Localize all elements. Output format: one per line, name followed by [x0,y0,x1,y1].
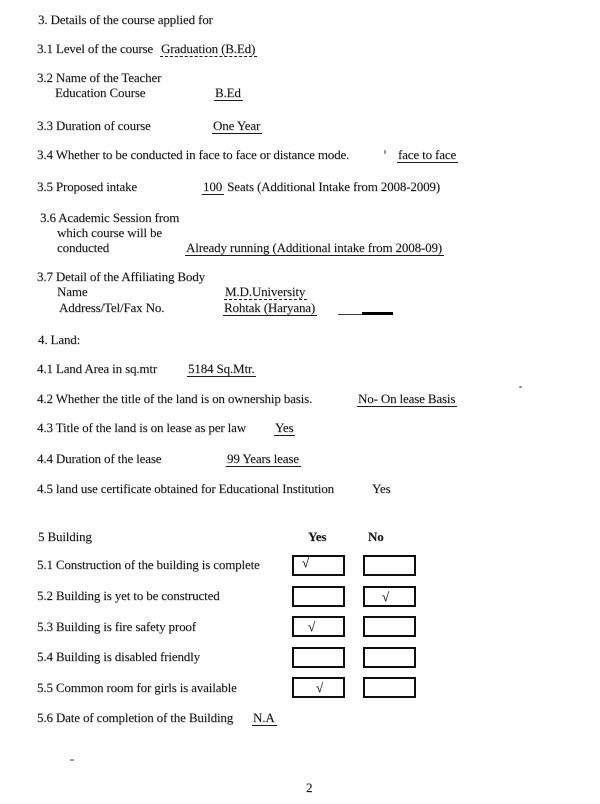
scan-speck [384,150,386,154]
field-ownership-value [357,391,457,406]
building-row-label: 5.1 Construction of the building is complete [37,557,260,572]
checkbox-no-5-4 [363,647,416,668]
field-session-label2: which course will be [57,225,162,240]
checkbox-yes-5-1 [292,555,345,576]
checkbox-no-5-1 [363,555,416,576]
building-row-label: 5.2 Building is yet to be constructed [37,588,220,603]
checkbox-no-5-2 [363,586,416,607]
field-mode-label: 3.4 Whether to be conducted in face to face or distance mode. [37,147,350,162]
mode-value-text: face to face [398,147,457,162]
field-land-use-cert-label: 4.5 land use certificate obtained for Educational Institution [37,481,334,496]
field-duration-label: 3.3 Duration of course [37,118,151,133]
affiliating-name-label: Name [57,284,88,299]
lease-duration-value-text: 99 Years lease [227,451,299,466]
address-underline-extension [338,314,364,315]
column-header-yes: Yes [308,529,327,544]
column-header-no: No [368,529,384,544]
ownership-value-text: No- On lease Basis [358,391,456,406]
field-completion-date-label: 5.6 Date of completion of the Building [37,710,234,725]
field-area-label: 4.1 Land Area in sq.mtr [37,361,158,376]
checkmark-icon: √ [382,589,390,604]
affiliating-name-value-text: M.D.University [225,284,306,299]
field-ownership-label: 4.2 Whether the title of the land is on ownership basis. [37,391,313,406]
section5-title: 5 Building [38,529,92,544]
field-land-use-cert-value [372,481,390,496]
section4-title: 4. Land: [38,332,81,347]
field-session-label3: conducted [57,240,110,255]
area-value-text: 5184 Sq.Mtr. [188,361,255,376]
field-completion-date-value [252,710,277,725]
checkbox-yes-5-3 [292,616,345,637]
checkmark-icon: √ [302,555,310,570]
building-row-label: 5.3 Building is fire safety proof [37,619,196,634]
field-lease-title-label: 4.3 Title of the land is on lease as per law [37,420,246,435]
scan-speck [70,759,74,761]
checkbox-no-5-5 [363,677,416,698]
checkmark-icon: √ [316,680,324,695]
level-value-text: Graduation (B.Ed) [161,41,256,56]
field-lease-duration-value [226,451,301,466]
affiliating-address-label: Address/Tel/Fax No. [59,300,165,315]
completion-date-value-text: N.A [253,710,275,725]
field-session-label1: 3.6 Academic Session from [40,210,180,225]
field-lease-title-value [274,420,295,435]
checkbox-no-5-3 [363,616,416,637]
building-row-label: 5.4 Building is disabled friendly [37,649,200,664]
affiliating-address-value-text: Rohtak (Haryana) [224,300,316,315]
field-intake-value [202,179,440,194]
land-use-cert-value-text: Yes [372,481,391,496]
lease-title-value-text: Yes [275,420,294,435]
address-underline-heavy-segment [362,312,393,315]
building-row-label: 5.5 Common room for girls is available [37,680,237,695]
field-session-value [185,240,444,255]
intake-value-underlined: 100 [203,179,223,194]
field-level-label: 3.1 Level of the course [37,41,154,56]
section3-title: 3. Details of the course applied for [38,12,213,27]
field-teacher-course-label2: Education Course [55,85,146,100]
field-duration-value [212,118,262,133]
affiliating-address-value [223,300,317,315]
field-affiliating-body-label: 3.7 Detail of the Affiliating Body [37,269,205,284]
session-value-text: Already running (Additional intake from 2008-09) [186,240,442,255]
field-level-value [160,41,257,56]
checkbox-yes-5-5 [292,677,345,698]
duration-value-text: One Year [213,118,261,133]
page-number: 2 [306,780,313,795]
field-teacher-course-label1: 3.2 Name of the Teacher [37,70,162,85]
teacher-course-value-text: B.Ed [215,85,241,100]
field-teacher-course-value [214,85,243,100]
field-lease-duration-label: 4.4 Duration of the lease [37,451,162,466]
field-mode-value [397,147,458,162]
field-intake-label: 3.5 Proposed intake [37,179,138,194]
scan-speck [519,386,522,388]
intake-value-rest: Seats (Additional Intake from 2008-2009) [224,179,440,194]
checkmark-icon: √ [308,619,316,634]
checkbox-yes-5-2 [292,586,345,607]
field-area-value [187,361,256,376]
checkbox-yes-5-4 [292,647,345,668]
affiliating-name-value [224,284,307,299]
